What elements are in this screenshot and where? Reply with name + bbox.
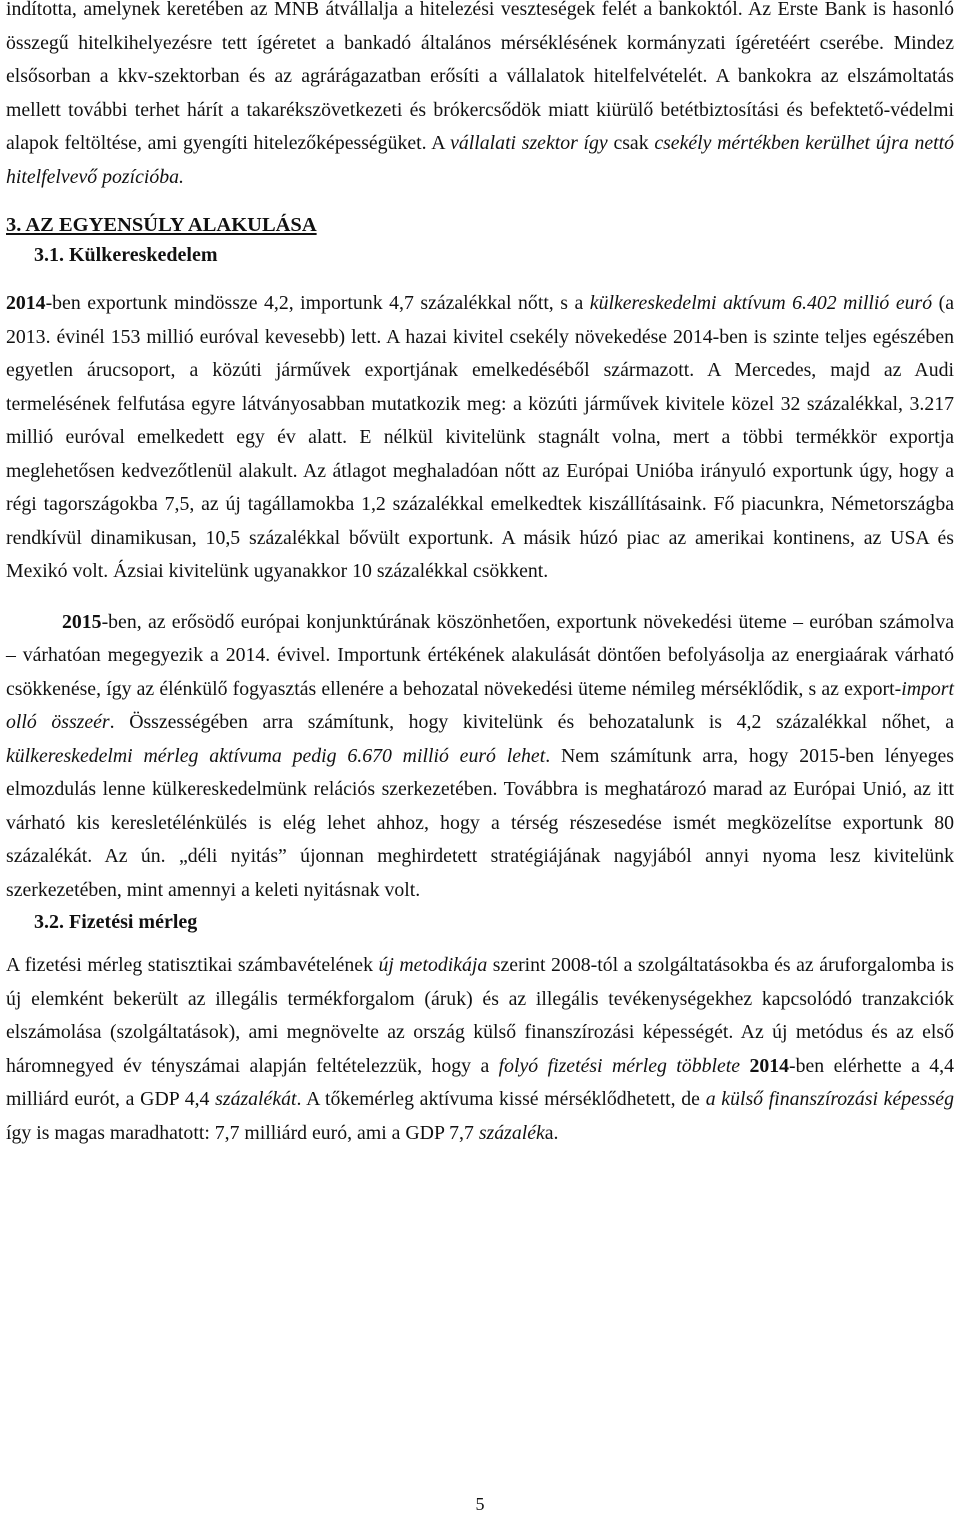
- italic-run: külkereskedelmi aktívum 6.402 millió euró: [589, 292, 933, 314]
- italic-run: csekély mértékben kerülhet újra nettó hitelfelvevő pozícióba.: [6, 132, 955, 188]
- italic-run: külkereskedelmi mérleg aktívuma pedig 6.670 millió euró lehet: [6, 744, 546, 767]
- document-page: [6, 0, 954, 1150]
- paragraph-trade-2015: [6, 606, 954, 908]
- paragraph-bank-lending: [6, 0, 954, 194]
- text-run: indította, amelynek keretében az MNB átvállalja a hitelezési veszteségek felét a bankoktól. Az Erste Bank is hasonló összegű hitelkihelyezésre tett ígéretet a bankadó általános mérséklésének kormányzati ígéretéért cserébe. Mindez elsősorban a kkv-szektorban és az agrárágazatban erősíti a vállalatok hitelfelvételét. A bankokra az elszámoltatás mellett további terhet hárít a takarékszövetkezeti és brókercsődök miatt kiürülő betétbiztosítási és befektető-védelmi alapok feltöltése, ami gyengíti hitelezőképességüket. A: [6, 0, 954, 154]
- text-run: . A tőkemérleg aktívuma kissé mérséklődhetett, de: [296, 1088, 706, 1110]
- text-run: így is magas maradhatott: 7,7 milliárd euró, ami a GDP 7,7: [6, 1121, 479, 1144]
- page-number: 5: [475, 1494, 485, 1514]
- italic-run: a külső finanszírozási képesség: [705, 1088, 954, 1110]
- subsection-heading-balance-of-payments: 3.2. Fizetési mérleg: [34, 911, 198, 933]
- italic-run: vállalati szektor így: [450, 132, 608, 154]
- text-run: csak: [607, 132, 655, 154]
- bold-run: 2014: [6, 292, 46, 314]
- text-run: szerint 2008-tól a szolgáltatásokba és az áruforgalomba is új elemként bekerült az illegális termékforgalom (áruk) és az illegális tevékenységekhez kapcsolódó tranzakciók elszámolása (szolgáltatások), ami megnövelte az ország külső finanszírozási képességét. Az új metódus és az első háromnegyed év tényszámai alapján feltételezzük, hogy a: [6, 954, 954, 1077]
- text-run: -ben elérhette a 4,4 milliárd eurót, a GDP 4,4: [6, 1054, 954, 1110]
- bold-run: 2014: [740, 1054, 790, 1077]
- bold-run: 2015: [62, 610, 102, 633]
- text-run: -ben, az erősödő európai konjunktúrának köszönhetően, exportunk növekedési üteme – euróban számolva – várhatóan megegyezik a 2014. évivel. Importunk értékének alakulását döntően befolyásolja az energiaárak várható csökkenése, így az élénkülő fogyasztás ellenére a behozatal növekedési üteme némileg mérséklődik, s az export-: [6, 610, 954, 700]
- text-run: . Összességében arra számítunk, hogy kivitelünk és behozatalunk is 4,2 százalékkal nőhet, a: [109, 711, 954, 733]
- text-run: a.: [544, 1121, 559, 1144]
- italic-run: százalékát: [215, 1088, 297, 1110]
- text-run: A fizetési mérleg statisztikai számbavételének: [6, 954, 379, 976]
- italic-run: import olló összeér: [6, 677, 954, 733]
- text-run: -ben exportunk mindössze 4,2, importunk 4,7 százalékkal nőtt, s a: [45, 292, 590, 314]
- italic-run: százalék: [478, 1121, 545, 1144]
- subsection-heading-foreign-trade: 3.1. Külkereskedelem: [34, 244, 218, 266]
- paragraph-trade-2014: [6, 287, 954, 589]
- section-heading: 3. AZ EGYENSÚLY ALAKULÁSA: [6, 214, 317, 236]
- text-run: (a 2013. évinél 153 millió euróval kevesebb) lett. A hazai kivitel csekély növekedése 2014-ben is szinte teljes egészében egyetlen árucsoport, a közúti járművek exportjának emelkedéséből származott. A Mercedes, majd az Audi termelésének felfutása egyre látványosabban mutatkozik meg: a közúti járművek kivitele közel 32 százalékkal, 3.217 millió euróval emelkedett egy év alatt. E nélkül kivitelünk stagnált volna, mert a többi termékkör exportja meglehetősen kedvezőtlenül alakult. Az átlagot meghaladóan nőtt az Európai Unióba irányuló exportunk úgy, hogy a régi tagországokba 7,5, az új tagállamokba 1,2 százalékkal emelkedtek kiszállításaink. Fő piacunkra, Németországba rendkívül dinamikusan, 10,5 százalékkal bővült exportunk. A másik húzó piac az amerikai kontinens, az USA és Mexikó volt. Ázsiai kivitelünk ugyanakkor 10 százalékkal csökkent.: [6, 292, 954, 582]
- italic-run: folyó fizetési mérleg többlete: [498, 1054, 741, 1077]
- paragraph-balance-of-payments: [6, 949, 954, 1150]
- italic-run: új metodikája: [378, 954, 488, 976]
- text-run: . Nem számítunk arra, hogy 2015-ben lényeges elmozdulás lenne külkereskedelmünk relációs szerkezetében. Továbbra is meghatározó marad az Európai Unió, az itt várható kis keresletélénkülés is elég lehet ahhoz, hogy a térség részesedése ismét megközelítse exportunk 80 százalékát. Az ún. „déli nyitás” újonnan meghirdetett stratégiájának nagyjából annyi nyoma lesz kivitelünk szerkezetében, mint amennyi a keleti nyitásnak volt.: [6, 744, 955, 901]
